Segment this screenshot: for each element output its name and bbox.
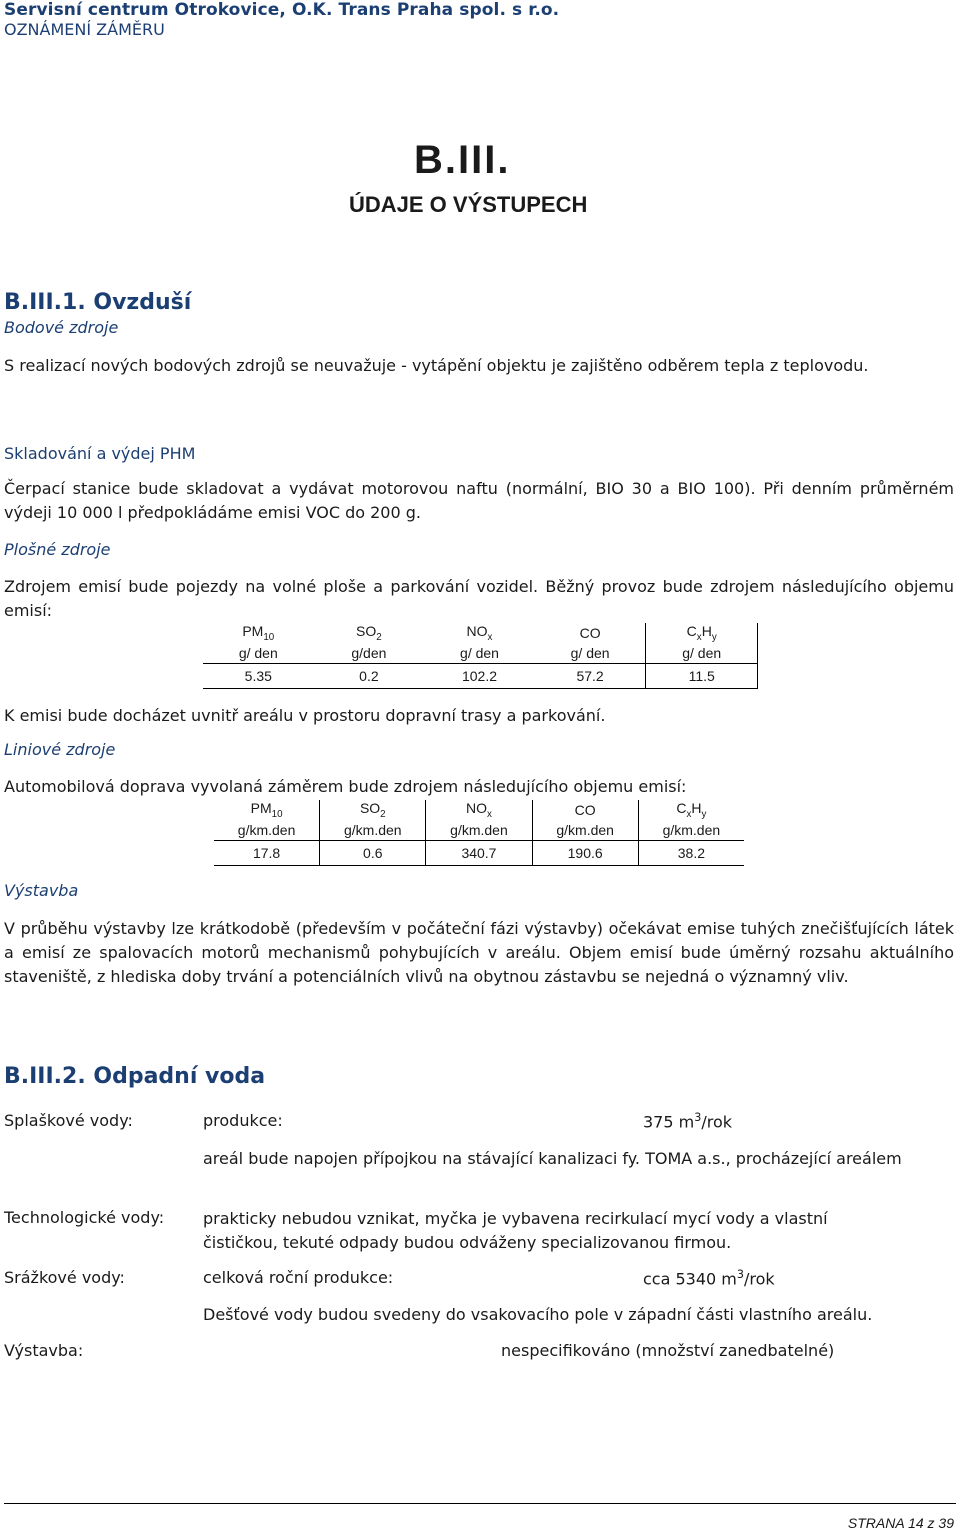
sewage-production-value: 375 $m^3$/rok bbox=[643, 1111, 733, 1132]
table-cell: 5.35 bbox=[203, 664, 314, 689]
table-unit: g/km.den bbox=[320, 820, 426, 841]
section-heading-water: B.III.2. Odpadní voda bbox=[4, 1064, 266, 1089]
sewage-production-label: produkce: bbox=[203, 1111, 283, 1130]
table-unit: g/ den bbox=[460, 645, 499, 661]
chapter-title: ÚDAJE O VÝSTUPECH bbox=[349, 192, 588, 217]
point-sources-label: Bodové zdroje bbox=[4, 318, 119, 337]
table-cell: 0.6 bbox=[320, 841, 426, 866]
chapter-number: B.III. bbox=[414, 138, 511, 182]
table-cell: 0.2 bbox=[314, 664, 425, 689]
table-cell: 340.7 bbox=[426, 841, 532, 866]
table-unit: g/km.den bbox=[237, 822, 296, 838]
table-cell: 102.2 bbox=[424, 664, 535, 689]
page-number: STRANA 14 z 39 bbox=[847, 1515, 954, 1531]
rain-production-label: celková roční produkce: bbox=[203, 1268, 394, 1287]
tech-water-label: Technologické vody: bbox=[4, 1208, 165, 1227]
line-emissions-table bbox=[214, 800, 744, 866]
table-header-so2: $SO_2$ bbox=[320, 800, 426, 820]
construction-water-label: Výstavba: bbox=[4, 1341, 84, 1360]
table-cell: 57.2 bbox=[535, 664, 646, 689]
line-sources-text: Automobilová doprava vyvolaná záměrem bude zdrojem následujícího objemu emisí: bbox=[4, 777, 687, 796]
table-header-cxhy: $C_xH_y$ bbox=[646, 623, 758, 643]
sewage-label: Splaškové vody: bbox=[4, 1111, 133, 1130]
rain-production-value: cca 5340 $m^3$/rok bbox=[643, 1268, 775, 1289]
line-sources-label: Liniové zdroje bbox=[4, 740, 116, 759]
header-company: Servisní centrum Otrokovice, O.K. Trans Praha spol. s r.o. bbox=[4, 0, 560, 20]
construction-text: V průběhu výstavby lze krátkodobě (především v počáteční fázi výstavby) očekávat emise tuhých znečišťujících látek a emisí ze spalovacích motorů mechanismů pohybujících v areálu. Objem emisí bude úměrný rozsahu aktuálního staveniště, z hlediska doby trvání a potenciálních vlivů na obytnou zástavbu se nejedná o významný vliv. bbox=[4, 919, 954, 986]
fuel-label: Skladování a výdej PHM bbox=[4, 444, 196, 463]
table-header-nox: $NO_x$ bbox=[466, 623, 493, 643]
section-heading-air: B.III.1. Ovzduší bbox=[4, 290, 192, 315]
table-cell: 17.8 bbox=[214, 841, 320, 866]
table-unit: g/km.den bbox=[532, 820, 638, 841]
table-header-cxhy: $C_xH_y$ bbox=[638, 800, 744, 820]
table-header-co: CO bbox=[579, 625, 601, 641]
tech-water-text: prakticky nebudou vznikat, myčka je vybavena recirkulací mycí vody a vlastní čističkou, tekuté odpady budou odváženy specializovanou firmou. bbox=[203, 1209, 828, 1252]
table-header-nox: $NO_x$ bbox=[426, 800, 532, 820]
table-header-pm10: $PM_{10}$ bbox=[250, 800, 283, 820]
sewage-note: areál bude napojen přípojkou na stávající kanalizaci fy. TOMA a.s., procházející areálem bbox=[203, 1149, 902, 1168]
area-emissions-table bbox=[203, 623, 758, 689]
table-unit: g/ den bbox=[238, 645, 278, 661]
footer-divider bbox=[4, 1503, 956, 1504]
table-header-co: CO bbox=[532, 800, 638, 820]
table-cell: 11.5 bbox=[646, 664, 758, 689]
point-sources-text: S realizací nových bodových zdrojů se neuvažuje - vytápění objektu je zajištěno odběrem tepla z teplovodu. bbox=[4, 356, 869, 375]
table-cell: 38.2 bbox=[638, 841, 744, 866]
table-header-so2: $SO_2$ bbox=[356, 623, 382, 643]
construction-water-text: nespecifikováno (množství zanedbatelné) bbox=[501, 1341, 835, 1360]
table-unit: g/ den bbox=[646, 643, 758, 664]
table-unit: g/km.den bbox=[426, 820, 532, 841]
table-unit: g/ den bbox=[570, 645, 610, 661]
table-cell: 190.6 bbox=[532, 841, 638, 866]
area-note: K emisi bude docházet uvnitř areálu v prostoru dopravní trasy a parkování. bbox=[4, 706, 606, 725]
table-header-pm10: $PM_{10}$ bbox=[242, 623, 275, 643]
header-doc-type: OZNÁMENÍ ZÁMĚRU bbox=[4, 20, 165, 39]
area-sources-text: Zdrojem emisí bude pojezdy na volné ploše a parkování vozidel. Běžný provoz bude zdrojem následujícího objemu emisí: bbox=[4, 577, 954, 620]
construction-label: Výstavba bbox=[4, 881, 79, 900]
fuel-text: Čerpací stanice bude skladovat a vydávat motorovou naftu (normální, BIO 30 a BIO 100). Při denním průměrném výdeji 10 000 l předpokládáme emisi VOC do 200 g. bbox=[4, 479, 954, 522]
table-unit: g/km.den bbox=[638, 820, 744, 841]
table-unit: g/den bbox=[351, 645, 387, 661]
rain-water-note: Dešťové vody budou svedeny do vsakovacího pole v západní části vlastního areálu. bbox=[203, 1305, 873, 1324]
area-sources-label: Plošné zdroje bbox=[4, 540, 111, 559]
rain-water-label: Srážkové vody: bbox=[4, 1268, 125, 1287]
